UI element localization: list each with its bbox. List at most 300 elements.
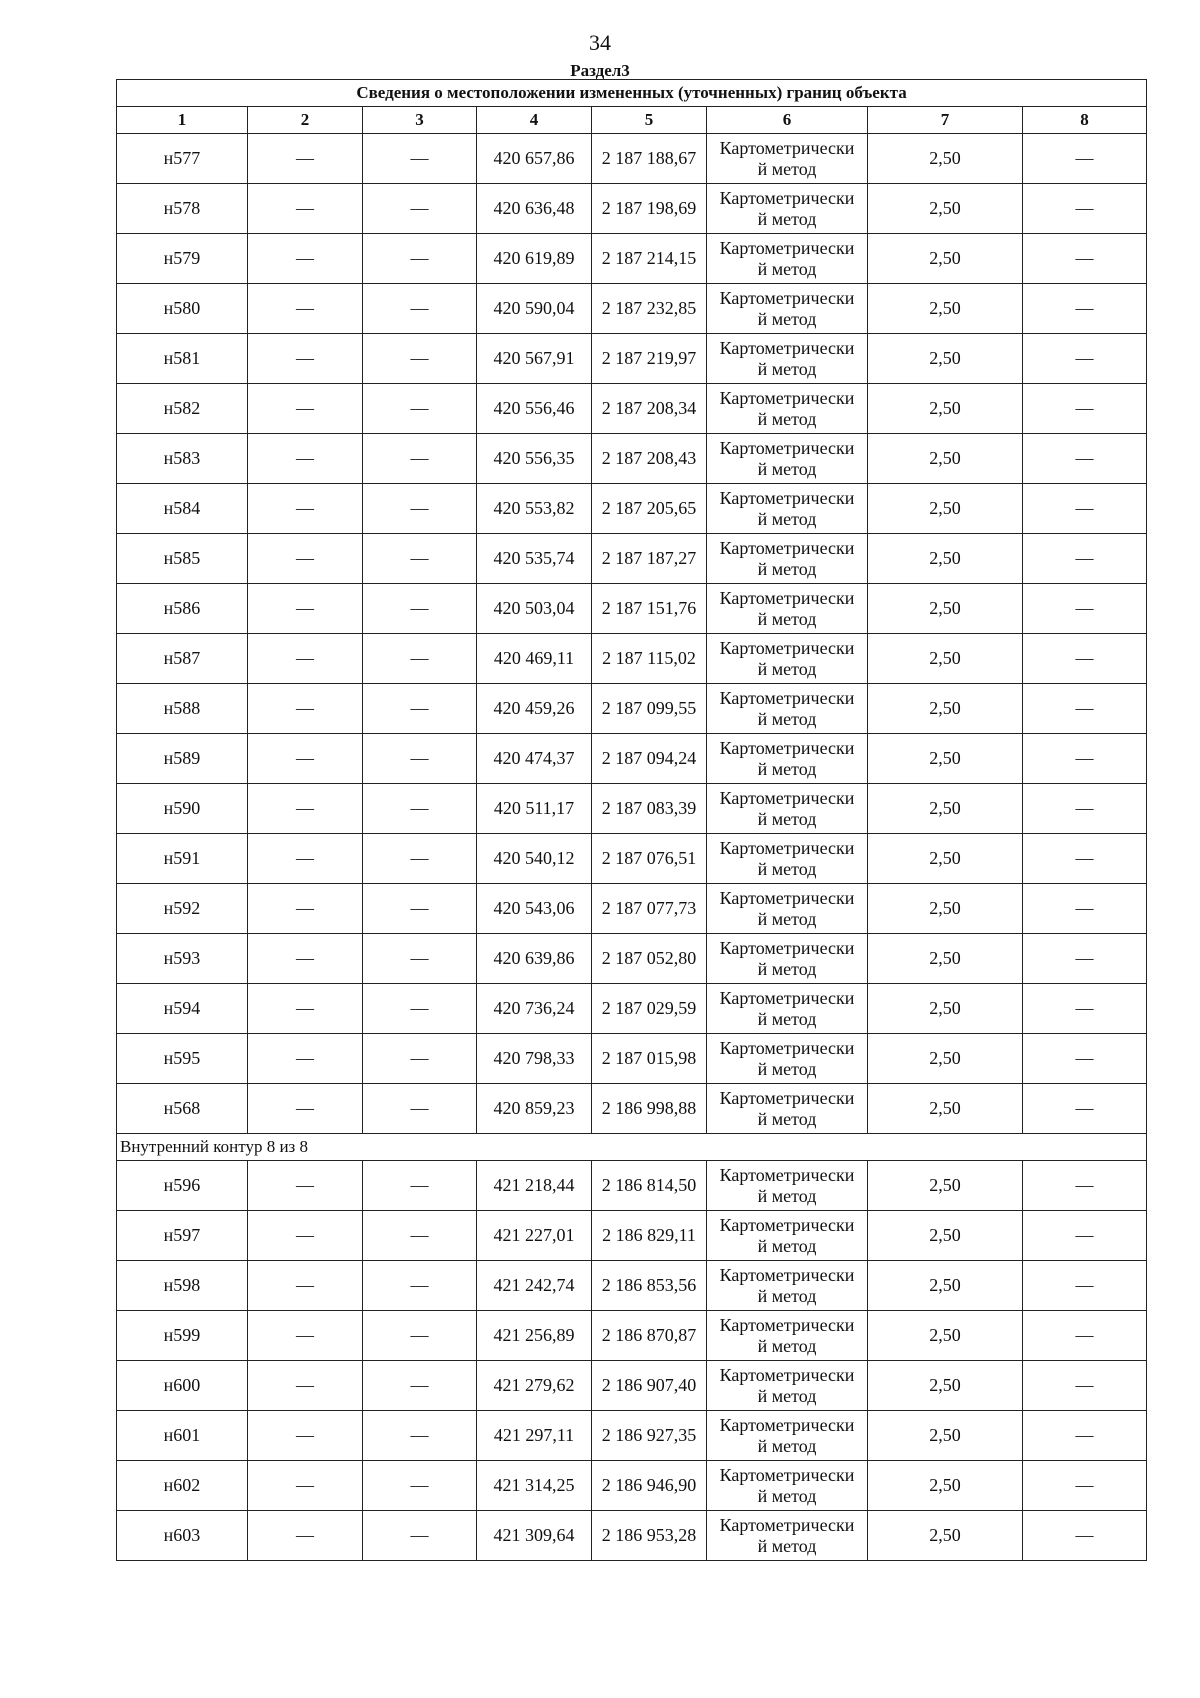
column-3-cell: — xyxy=(363,134,477,184)
point-name-cell: н586 xyxy=(117,584,248,634)
method-cell xyxy=(707,1084,868,1134)
method-cell xyxy=(707,684,868,734)
method-line-1: Картометрически xyxy=(719,1464,855,1485)
method-line-2: й метод xyxy=(757,1285,817,1306)
x-coordinate-cell: 421 309,64 xyxy=(477,1511,592,1561)
method-line-2: й метод xyxy=(757,258,817,279)
y-coordinate-cell: 2 186 927,35 xyxy=(592,1411,707,1461)
method-line-2: й метод xyxy=(757,558,817,579)
column-8-cell: — xyxy=(1023,234,1147,284)
method-line-1: Картометрически xyxy=(719,1087,855,1108)
column-3-cell: — xyxy=(363,184,477,234)
x-coordinate-cell: 420 567,91 xyxy=(477,334,592,384)
column-2-cell: — xyxy=(248,1411,363,1461)
x-coordinate-cell: 420 859,23 xyxy=(477,1084,592,1134)
accuracy-cell: 2,50 xyxy=(868,134,1023,184)
point-name-cell: н588 xyxy=(117,684,248,734)
table-row xyxy=(117,1411,1147,1461)
method-line-1: Картометрически xyxy=(719,1514,855,1535)
method-cell xyxy=(707,734,868,784)
column-2-cell: — xyxy=(248,1311,363,1361)
column-2-cell: — xyxy=(248,784,363,834)
page-number: 34 xyxy=(589,30,611,55)
accuracy-cell: 2,50 xyxy=(868,384,1023,434)
method-line-1: Картометрически xyxy=(719,1414,855,1435)
method-line-1: Картометрически xyxy=(719,1364,855,1385)
column-number: 8 xyxy=(1023,107,1147,134)
method-cell xyxy=(707,1361,868,1411)
y-coordinate-cell: 2 187 208,34 xyxy=(592,384,707,434)
column-2-cell: — xyxy=(248,684,363,734)
contour-subheader-row xyxy=(117,1134,1147,1161)
column-numbers-row xyxy=(117,107,1147,134)
x-coordinate-cell: 420 556,46 xyxy=(477,384,592,434)
y-coordinate-cell: 2 187 214,15 xyxy=(592,234,707,284)
x-coordinate-cell: 420 556,35 xyxy=(477,434,592,484)
x-coordinate-cell: 420 636,48 xyxy=(477,184,592,234)
method-cell xyxy=(707,184,868,234)
accuracy-cell: 2,50 xyxy=(868,684,1023,734)
column-3-cell: — xyxy=(363,934,477,984)
point-name-cell: н597 xyxy=(117,1211,248,1261)
method-line-1: Картометрически xyxy=(719,387,855,408)
column-2-cell: — xyxy=(248,1361,363,1411)
method-cell xyxy=(707,334,868,384)
accuracy-cell: 2,50 xyxy=(868,734,1023,784)
accuracy-cell: 2,50 xyxy=(868,534,1023,584)
point-name-cell: н603 xyxy=(117,1511,248,1561)
x-coordinate-cell: 421 297,11 xyxy=(477,1411,592,1461)
column-3-cell: — xyxy=(363,1311,477,1361)
point-name-cell: н600 xyxy=(117,1361,248,1411)
column-2-cell: — xyxy=(248,134,363,184)
x-coordinate-cell: 420 540,12 xyxy=(477,834,592,884)
point-name-cell: н587 xyxy=(117,634,248,684)
accuracy-cell: 2,50 xyxy=(868,634,1023,684)
point-name-cell: н580 xyxy=(117,284,248,334)
point-name-cell: н602 xyxy=(117,1461,248,1511)
method-line-1: Картометрически xyxy=(719,787,855,808)
column-8-cell: — xyxy=(1023,1361,1147,1411)
coordinates-table xyxy=(116,79,1147,1561)
accuracy-cell: 2,50 xyxy=(868,484,1023,534)
column-8-cell: — xyxy=(1023,734,1147,784)
column-8-cell: — xyxy=(1023,184,1147,234)
y-coordinate-cell: 2 186 814,50 xyxy=(592,1161,707,1211)
point-name-cell: н599 xyxy=(117,1311,248,1361)
accuracy-cell: 2,50 xyxy=(868,234,1023,284)
column-8-cell: — xyxy=(1023,384,1147,434)
x-coordinate-cell: 421 314,25 xyxy=(477,1461,592,1511)
point-name-cell: н592 xyxy=(117,884,248,934)
y-coordinate-cell: 2 187 015,98 xyxy=(592,1034,707,1084)
accuracy-cell: 2,50 xyxy=(868,884,1023,934)
point-name-cell: н596 xyxy=(117,1161,248,1211)
column-number: 1 xyxy=(117,107,248,134)
column-2-cell: — xyxy=(248,1261,363,1311)
method-cell xyxy=(707,1511,868,1561)
table-caption: Сведения о местоположении измененных (уточненных) границ объекта xyxy=(117,80,1147,107)
table-body xyxy=(117,80,1147,1561)
column-3-cell: — xyxy=(363,1261,477,1311)
table-row xyxy=(117,1461,1147,1511)
table-row xyxy=(117,1084,1147,1134)
column-8-cell: — xyxy=(1023,1311,1147,1361)
method-line-1: Картометрически xyxy=(719,287,855,308)
method-line-2: й метод xyxy=(757,958,817,979)
point-name-cell: н578 xyxy=(117,184,248,234)
table-row xyxy=(117,534,1147,584)
accuracy-cell: 2,50 xyxy=(868,184,1023,234)
table-row xyxy=(117,834,1147,884)
method-line-1: Картометрически xyxy=(719,137,855,158)
method-line-2: й метод xyxy=(757,508,817,529)
table-row xyxy=(117,484,1147,534)
y-coordinate-cell: 2 186 998,88 xyxy=(592,1084,707,1134)
method-cell xyxy=(707,484,868,534)
method-cell xyxy=(707,1461,868,1511)
method-cell xyxy=(707,534,868,584)
y-coordinate-cell: 2 187 076,51 xyxy=(592,834,707,884)
column-3-cell: — xyxy=(363,1511,477,1561)
y-coordinate-cell: 2 187 083,39 xyxy=(592,784,707,834)
column-2-cell: — xyxy=(248,184,363,234)
method-line-1: Картометрически xyxy=(719,1214,855,1235)
method-line-2: й метод xyxy=(757,758,817,779)
contour-subheader: Внутренний контур 8 из 8 xyxy=(117,1134,1147,1161)
method-cell xyxy=(707,1034,868,1084)
method-cell xyxy=(707,984,868,1034)
x-coordinate-cell: 420 736,24 xyxy=(477,984,592,1034)
column-2-cell: — xyxy=(248,1034,363,1084)
x-coordinate-cell: 420 474,37 xyxy=(477,734,592,784)
x-coordinate-cell: 420 619,89 xyxy=(477,234,592,284)
table-row xyxy=(117,1511,1147,1561)
column-8-cell: — xyxy=(1023,434,1147,484)
accuracy-cell: 2,50 xyxy=(868,1311,1023,1361)
method-line-1: Картометрически xyxy=(719,1164,855,1185)
table-row xyxy=(117,1034,1147,1084)
method-line-1: Картометрически xyxy=(719,487,855,508)
method-line-1: Картометрически xyxy=(719,1037,855,1058)
y-coordinate-cell: 2 186 953,28 xyxy=(592,1511,707,1561)
accuracy-cell: 2,50 xyxy=(868,1161,1023,1211)
accuracy-cell: 2,50 xyxy=(868,434,1023,484)
method-line-2: й метод xyxy=(757,408,817,429)
method-line-1: Картометрически xyxy=(719,337,855,358)
point-name-cell: н582 xyxy=(117,384,248,434)
column-8-cell: — xyxy=(1023,884,1147,934)
column-2-cell: — xyxy=(248,834,363,884)
method-line-2: й метод xyxy=(757,358,817,379)
table-row xyxy=(117,584,1147,634)
point-name-cell: н584 xyxy=(117,484,248,534)
column-3-cell: — xyxy=(363,384,477,434)
method-line-2: й метод xyxy=(757,1535,817,1556)
method-line-1: Картометрически xyxy=(719,837,855,858)
accuracy-cell: 2,50 xyxy=(868,1034,1023,1084)
column-8-cell: — xyxy=(1023,984,1147,1034)
method-line-2: й метод xyxy=(757,908,817,929)
method-cell xyxy=(707,884,868,934)
y-coordinate-cell: 2 187 188,67 xyxy=(592,134,707,184)
column-number: 7 xyxy=(868,107,1023,134)
method-line-1: Картометрически xyxy=(719,1314,855,1335)
y-coordinate-cell: 2 187 219,97 xyxy=(592,334,707,384)
y-coordinate-cell: 2 187 232,85 xyxy=(592,284,707,334)
point-name-cell: н593 xyxy=(117,934,248,984)
accuracy-cell: 2,50 xyxy=(868,784,1023,834)
table-row xyxy=(117,184,1147,234)
method-line-2: й метод xyxy=(757,1008,817,1029)
method-line-2: й метод xyxy=(757,1108,817,1129)
column-8-cell: — xyxy=(1023,334,1147,384)
method-cell xyxy=(707,134,868,184)
column-3-cell: — xyxy=(363,1211,477,1261)
method-cell xyxy=(707,834,868,884)
x-coordinate-cell: 420 543,06 xyxy=(477,884,592,934)
table-row xyxy=(117,634,1147,684)
method-cell xyxy=(707,284,868,334)
accuracy-cell: 2,50 xyxy=(868,984,1023,1034)
point-name-cell: н589 xyxy=(117,734,248,784)
y-coordinate-cell: 2 186 870,87 xyxy=(592,1311,707,1361)
column-2-cell: — xyxy=(248,984,363,1034)
column-8-cell: — xyxy=(1023,934,1147,984)
column-2-cell: — xyxy=(248,284,363,334)
method-line-2: й метод xyxy=(757,308,817,329)
method-cell xyxy=(707,1161,868,1211)
column-number: 3 xyxy=(363,107,477,134)
y-coordinate-cell: 2 187 198,69 xyxy=(592,184,707,234)
column-8-cell: — xyxy=(1023,1084,1147,1134)
method-line-2: й метод xyxy=(757,208,817,229)
method-line-2: й метод xyxy=(757,858,817,879)
point-name-cell: н581 xyxy=(117,334,248,384)
y-coordinate-cell: 2 187 151,76 xyxy=(592,584,707,634)
x-coordinate-cell: 421 227,01 xyxy=(477,1211,592,1261)
y-coordinate-cell: 2 187 094,24 xyxy=(592,734,707,784)
column-8-cell: — xyxy=(1023,484,1147,534)
column-3-cell: — xyxy=(363,1411,477,1461)
x-coordinate-cell: 420 657,86 xyxy=(477,134,592,184)
method-cell xyxy=(707,1311,868,1361)
point-name-cell: н591 xyxy=(117,834,248,884)
y-coordinate-cell: 2 186 829,11 xyxy=(592,1211,707,1261)
column-8-cell: — xyxy=(1023,1511,1147,1561)
column-3-cell: — xyxy=(363,1361,477,1411)
method-line-1: Картометрически xyxy=(719,937,855,958)
x-coordinate-cell: 421 279,62 xyxy=(477,1361,592,1411)
table-row xyxy=(117,1211,1147,1261)
column-8-cell: — xyxy=(1023,1161,1147,1211)
y-coordinate-cell: 2 186 853,56 xyxy=(592,1261,707,1311)
column-3-cell: — xyxy=(363,884,477,934)
column-8-cell: — xyxy=(1023,1411,1147,1461)
table-row xyxy=(117,434,1147,484)
column-3-cell: — xyxy=(363,1034,477,1084)
column-3-cell: — xyxy=(363,334,477,384)
table-row xyxy=(117,1311,1147,1361)
accuracy-cell: 2,50 xyxy=(868,1461,1023,1511)
y-coordinate-cell: 2 187 029,59 xyxy=(592,984,707,1034)
column-3-cell: — xyxy=(363,784,477,834)
column-2-cell: — xyxy=(248,234,363,284)
column-2-cell: — xyxy=(248,1084,363,1134)
column-3-cell: — xyxy=(363,434,477,484)
accuracy-cell: 2,50 xyxy=(868,1511,1023,1561)
column-8-cell: — xyxy=(1023,284,1147,334)
table-row xyxy=(117,1361,1147,1411)
table-row xyxy=(117,1161,1147,1211)
method-line-2: й метод xyxy=(757,1235,817,1256)
method-cell xyxy=(707,584,868,634)
method-cell xyxy=(707,1211,868,1261)
accuracy-cell: 2,50 xyxy=(868,934,1023,984)
method-cell xyxy=(707,434,868,484)
column-8-cell: — xyxy=(1023,1211,1147,1261)
column-2-cell: — xyxy=(248,1161,363,1211)
accuracy-cell: 2,50 xyxy=(868,1361,1023,1411)
method-cell xyxy=(707,1261,868,1311)
method-line-2: й метод xyxy=(757,1385,817,1406)
column-2-cell: — xyxy=(248,934,363,984)
y-coordinate-cell: 2 186 907,40 xyxy=(592,1361,707,1411)
column-3-cell: — xyxy=(363,234,477,284)
table-caption-row xyxy=(117,80,1147,107)
x-coordinate-cell: 420 639,86 xyxy=(477,934,592,984)
column-8-cell: — xyxy=(1023,134,1147,184)
method-line-2: й метод xyxy=(757,458,817,479)
method-line-1: Картометрически xyxy=(719,187,855,208)
column-8-cell: — xyxy=(1023,1461,1147,1511)
x-coordinate-cell: 420 798,33 xyxy=(477,1034,592,1084)
table-row xyxy=(117,984,1147,1034)
column-8-cell: — xyxy=(1023,634,1147,684)
accuracy-cell: 2,50 xyxy=(868,1411,1023,1461)
method-cell xyxy=(707,234,868,284)
y-coordinate-cell: 2 187 187,27 xyxy=(592,534,707,584)
column-2-cell: — xyxy=(248,1461,363,1511)
method-line-2: й метод xyxy=(757,158,817,179)
method-line-1: Картометрически xyxy=(719,237,855,258)
method-cell xyxy=(707,934,868,984)
method-line-2: й метод xyxy=(757,808,817,829)
point-name-cell: н601 xyxy=(117,1411,248,1461)
column-2-cell: — xyxy=(248,484,363,534)
y-coordinate-cell: 2 187 115,02 xyxy=(592,634,707,684)
column-8-cell: — xyxy=(1023,784,1147,834)
table-row xyxy=(117,284,1147,334)
table-row xyxy=(117,884,1147,934)
table-row xyxy=(117,734,1147,784)
column-2-cell: — xyxy=(248,1511,363,1561)
accuracy-cell: 2,50 xyxy=(868,1084,1023,1134)
method-line-1: Картометрически xyxy=(719,437,855,458)
column-3-cell: — xyxy=(363,684,477,734)
point-name-cell: н579 xyxy=(117,234,248,284)
method-cell xyxy=(707,1411,868,1461)
x-coordinate-cell: 420 535,74 xyxy=(477,534,592,584)
accuracy-cell: 2,50 xyxy=(868,284,1023,334)
method-line-1: Картометрически xyxy=(719,687,855,708)
column-3-cell: — xyxy=(363,534,477,584)
column-8-cell: — xyxy=(1023,834,1147,884)
x-coordinate-cell: 421 242,74 xyxy=(477,1261,592,1311)
method-line-2: й метод xyxy=(757,608,817,629)
y-coordinate-cell: 2 187 205,65 xyxy=(592,484,707,534)
method-line-1: Картометрически xyxy=(719,887,855,908)
method-line-2: й метод xyxy=(757,1185,817,1206)
table-row xyxy=(117,1261,1147,1311)
x-coordinate-cell: 420 553,82 xyxy=(477,484,592,534)
column-2-cell: — xyxy=(248,384,363,434)
point-name-cell: н577 xyxy=(117,134,248,184)
column-3-cell: — xyxy=(363,584,477,634)
method-cell xyxy=(707,784,868,834)
point-name-cell: н594 xyxy=(117,984,248,1034)
column-number: 4 xyxy=(477,107,592,134)
method-line-2: й метод xyxy=(757,1485,817,1506)
table-row xyxy=(117,134,1147,184)
column-2-cell: — xyxy=(248,334,363,384)
x-coordinate-cell: 421 218,44 xyxy=(477,1161,592,1211)
column-3-cell: — xyxy=(363,984,477,1034)
column-number: 5 xyxy=(592,107,707,134)
x-coordinate-cell: 420 503,04 xyxy=(477,584,592,634)
column-3-cell: — xyxy=(363,284,477,334)
method-line-1: Картометрически xyxy=(719,587,855,608)
y-coordinate-cell: 2 186 946,90 xyxy=(592,1461,707,1511)
column-3-cell: — xyxy=(363,1084,477,1134)
column-8-cell: — xyxy=(1023,1034,1147,1084)
table-row xyxy=(117,934,1147,984)
y-coordinate-cell: 2 187 099,55 xyxy=(592,684,707,734)
column-3-cell: — xyxy=(363,734,477,784)
method-line-1: Картометрически xyxy=(719,737,855,758)
point-name-cell: н568 xyxy=(117,1084,248,1134)
column-2-cell: — xyxy=(248,434,363,484)
y-coordinate-cell: 2 187 052,80 xyxy=(592,934,707,984)
section-title: Раздел3 xyxy=(570,61,630,80)
point-name-cell: н595 xyxy=(117,1034,248,1084)
accuracy-cell: 2,50 xyxy=(868,334,1023,384)
column-2-cell: — xyxy=(248,1211,363,1261)
method-line-1: Картометрически xyxy=(719,537,855,558)
method-line-2: й метод xyxy=(757,658,817,679)
column-number: 6 xyxy=(707,107,868,134)
y-coordinate-cell: 2 187 077,73 xyxy=(592,884,707,934)
table-row xyxy=(117,334,1147,384)
column-3-cell: — xyxy=(363,484,477,534)
column-2-cell: — xyxy=(248,884,363,934)
column-2-cell: — xyxy=(248,634,363,684)
table-row xyxy=(117,234,1147,284)
column-2-cell: — xyxy=(248,584,363,634)
x-coordinate-cell: 420 459,26 xyxy=(477,684,592,734)
point-name-cell: н583 xyxy=(117,434,248,484)
column-8-cell: — xyxy=(1023,684,1147,734)
column-number: 2 xyxy=(248,107,363,134)
method-line-2: й метод xyxy=(757,1435,817,1456)
method-line-1: Картометрически xyxy=(719,987,855,1008)
method-line-2: й метод xyxy=(757,1058,817,1079)
table-row xyxy=(117,384,1147,434)
y-coordinate-cell: 2 187 208,43 xyxy=(592,434,707,484)
table-row xyxy=(117,784,1147,834)
method-cell xyxy=(707,384,868,434)
method-line-2: й метод xyxy=(757,1335,817,1356)
